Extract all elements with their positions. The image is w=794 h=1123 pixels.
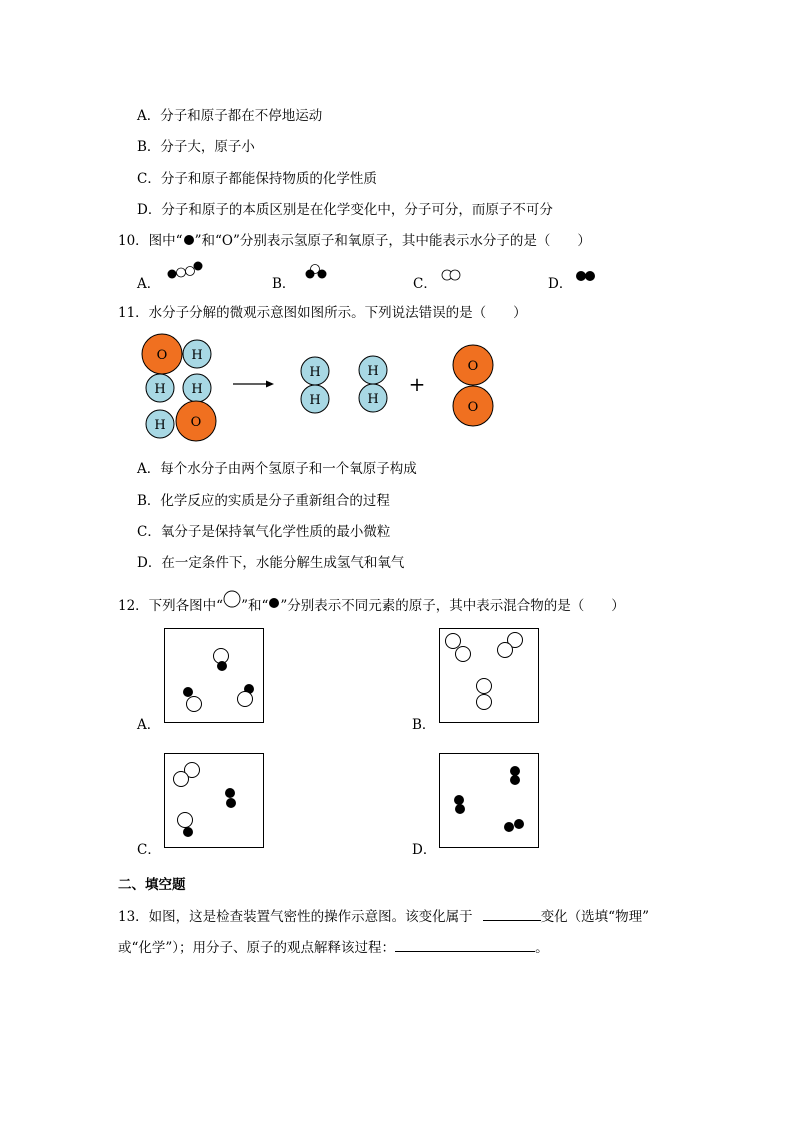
q10-option-c-label: C． xyxy=(413,276,437,292)
h-atom-label: H xyxy=(191,348,203,363)
q13-blank-2[interactable] xyxy=(395,938,535,952)
q10-option-a-label: A． xyxy=(137,276,161,292)
q12-stem-part3: ”分别表示不同元素的原子，其中表示混合物的是（ ） xyxy=(280,598,625,614)
q13-line2-text: 或“化学”）；用分子、原子的观点解释该过程： xyxy=(118,940,396,956)
q9-option-d: D．分子和原子的本质区别是在化学变化中，分子可分，而原子不可分 xyxy=(137,202,553,218)
q13-line2-text-b: 。 xyxy=(535,940,549,956)
o-atom-label: O xyxy=(467,359,479,374)
plus-sign: + xyxy=(408,372,426,396)
q12-box-b xyxy=(439,628,539,724)
q11-option-b: B．化学反应的实质是分子重新组合的过程 xyxy=(137,493,390,509)
white-atom-icon xyxy=(223,590,241,608)
q12-stem-part1: 12．下列各图中“ xyxy=(118,598,224,614)
h-atom-label: H xyxy=(367,392,379,407)
q12-stem-part2: ”和“ xyxy=(241,598,269,614)
h-atom-label: H xyxy=(367,364,379,379)
hydrogen-atom-icon xyxy=(183,234,195,246)
q11-option-c: C．氧分子是保持氧气化学性质的最小微粒 xyxy=(137,524,391,540)
water-decomposition-diagram xyxy=(138,333,498,445)
o-atom-label: O xyxy=(467,400,479,415)
arrow-head-icon xyxy=(266,381,274,388)
q11-option-a: A．每个水分子由两个氢原子和一个氧原子构成 xyxy=(137,461,417,477)
q10-option-c-molecule xyxy=(440,268,464,282)
section-title: 二、填空题 xyxy=(118,877,186,893)
q12-box-d xyxy=(439,753,539,849)
q10-option-b-molecule xyxy=(300,263,332,283)
q13-line1 xyxy=(118,905,649,925)
q12-option-d-label: D． xyxy=(412,842,437,858)
q9-option-c: C．分子和原子都能保持物质的化学性质 xyxy=(137,171,377,187)
q12-stem xyxy=(118,590,625,614)
h-atom-label: H xyxy=(191,382,203,397)
q12-box-a xyxy=(164,628,264,724)
q10-option-a-molecule xyxy=(165,260,207,282)
q10-option-d-label: D． xyxy=(548,276,573,292)
h-atom-label: H xyxy=(309,393,321,408)
q12-option-b-label: B． xyxy=(412,717,436,733)
q9-option-a: A．分子和原子都在不停地运动 xyxy=(137,108,323,124)
q13-line1-text: 13．如图，这是检查装置气密性的操作示意图。该变化属于 xyxy=(118,909,473,925)
o-atom-label: O xyxy=(190,415,202,430)
black-atom-icon xyxy=(268,597,280,609)
q9-option-b: B．分子大，原子小 xyxy=(137,139,255,155)
q13-line2 xyxy=(118,936,549,956)
q10-option-b-label: B． xyxy=(272,276,296,292)
q10-stem-part2: ”和“O”分别表示氢原子和氧原子，其中能表示水分子的是（ ） xyxy=(194,233,591,249)
q12-option-a-label: A． xyxy=(137,717,161,733)
q13-line1-text-b: 变化（选填“物理” xyxy=(540,909,649,925)
q10-stem xyxy=(118,229,591,249)
q12-box-c xyxy=(164,753,264,849)
q12-option-c-label: C． xyxy=(137,842,161,858)
q10-option-d-molecule xyxy=(574,269,600,283)
h-atom-label: H xyxy=(154,418,166,433)
q13-blank-1[interactable] xyxy=(483,907,541,921)
o-atom-label: O xyxy=(156,348,168,363)
q10-stem-part1: 10．图中“ xyxy=(118,233,183,249)
q11-stem: 11．水分子分解的微观示意图如图所示。下列说法错误的是（ ） xyxy=(118,305,527,321)
q11-option-d: D．在一定条件下，水能分解生成氢气和氧气 xyxy=(137,555,405,571)
h-atom-label: H xyxy=(309,365,321,380)
h-atom-label: H xyxy=(154,382,166,397)
